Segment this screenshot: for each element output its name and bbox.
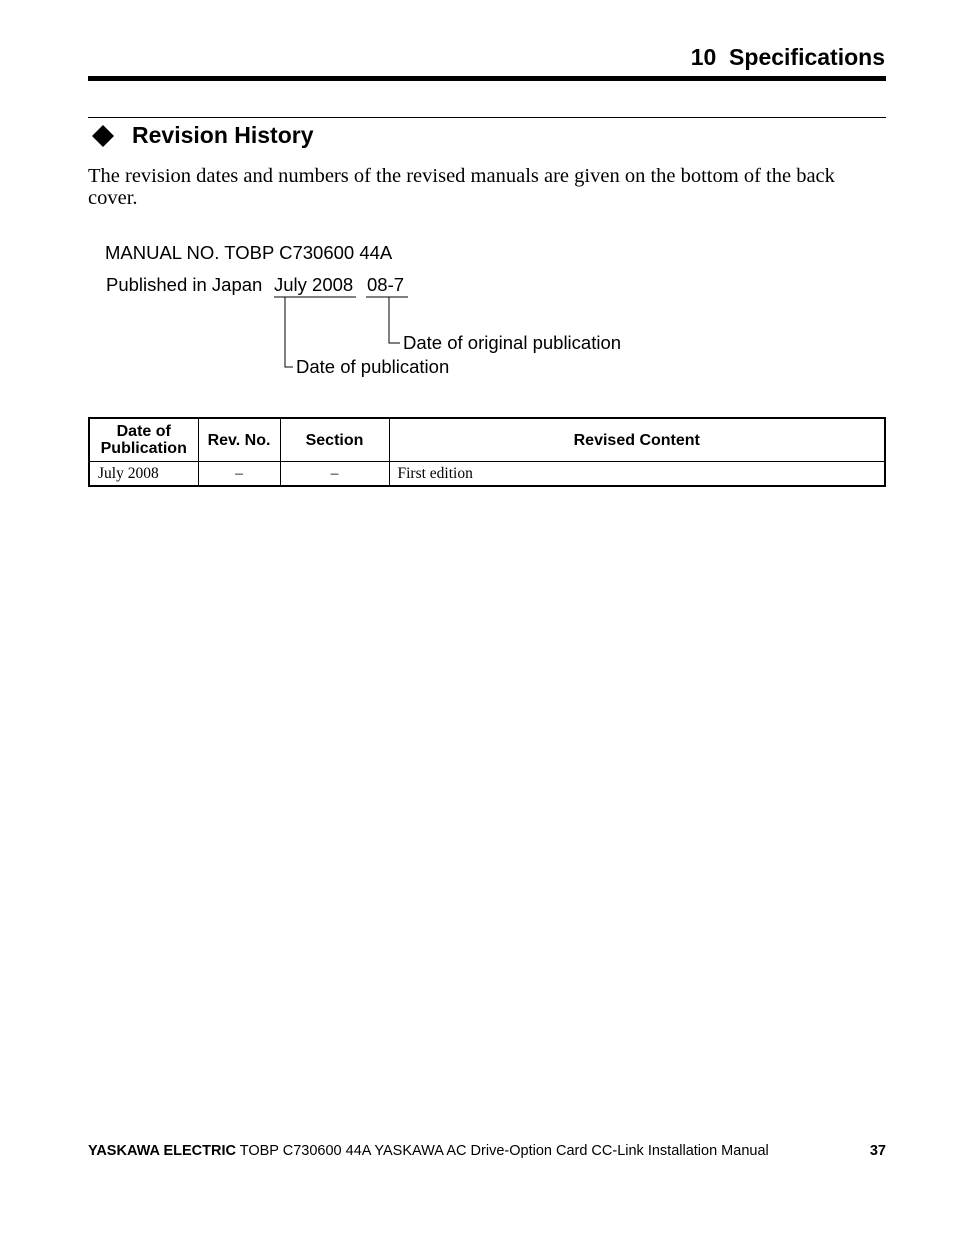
page-number: 37 — [869, 1143, 886, 1159]
intro-paragraph: The revision dates and numbers of the revised manuals are given on the bottom of the back cover. — [88, 165, 835, 209]
footer-brand: YASKAWA ELECTRIC — [88, 1143, 236, 1159]
table-header-row — [89, 418, 885, 462]
cell-date: July 2008 — [89, 462, 198, 487]
revision-table — [88, 417, 886, 487]
page-footer — [88, 1143, 886, 1159]
footer-manual-title: TOBP C730600 44A YASKAWA AC Drive-Option Card CC-Link Installation Manual — [239, 1143, 769, 1159]
cell-section: – — [280, 462, 389, 487]
header-date-line2: Publication — [100, 440, 187, 457]
table-row — [89, 462, 885, 487]
section-title: Revision History — [132, 122, 314, 148]
header-rev-no: Rev. No. — [198, 418, 280, 462]
footer-text-group — [88, 1143, 769, 1159]
cell-rev-no: – — [198, 462, 280, 487]
header-revised-content: Revised Content — [389, 418, 885, 462]
label-original-publication: Date of original publication — [403, 332, 622, 353]
header-date-line1: Date of — [116, 423, 171, 440]
cell-revised-content: First edition — [389, 462, 885, 487]
published-prefix: Published in Japan — [106, 274, 263, 295]
header-date — [89, 418, 198, 462]
publication-code: 08-7 — [367, 274, 405, 295]
chapter-title: 10 Specifications — [690, 44, 885, 70]
header-section: Section — [280, 418, 389, 462]
label-publication: Date of publication — [296, 356, 450, 377]
publication-date: July 2008 — [274, 274, 354, 295]
manual-number: MANUAL NO. TOBP C730600 44A — [105, 242, 393, 263]
